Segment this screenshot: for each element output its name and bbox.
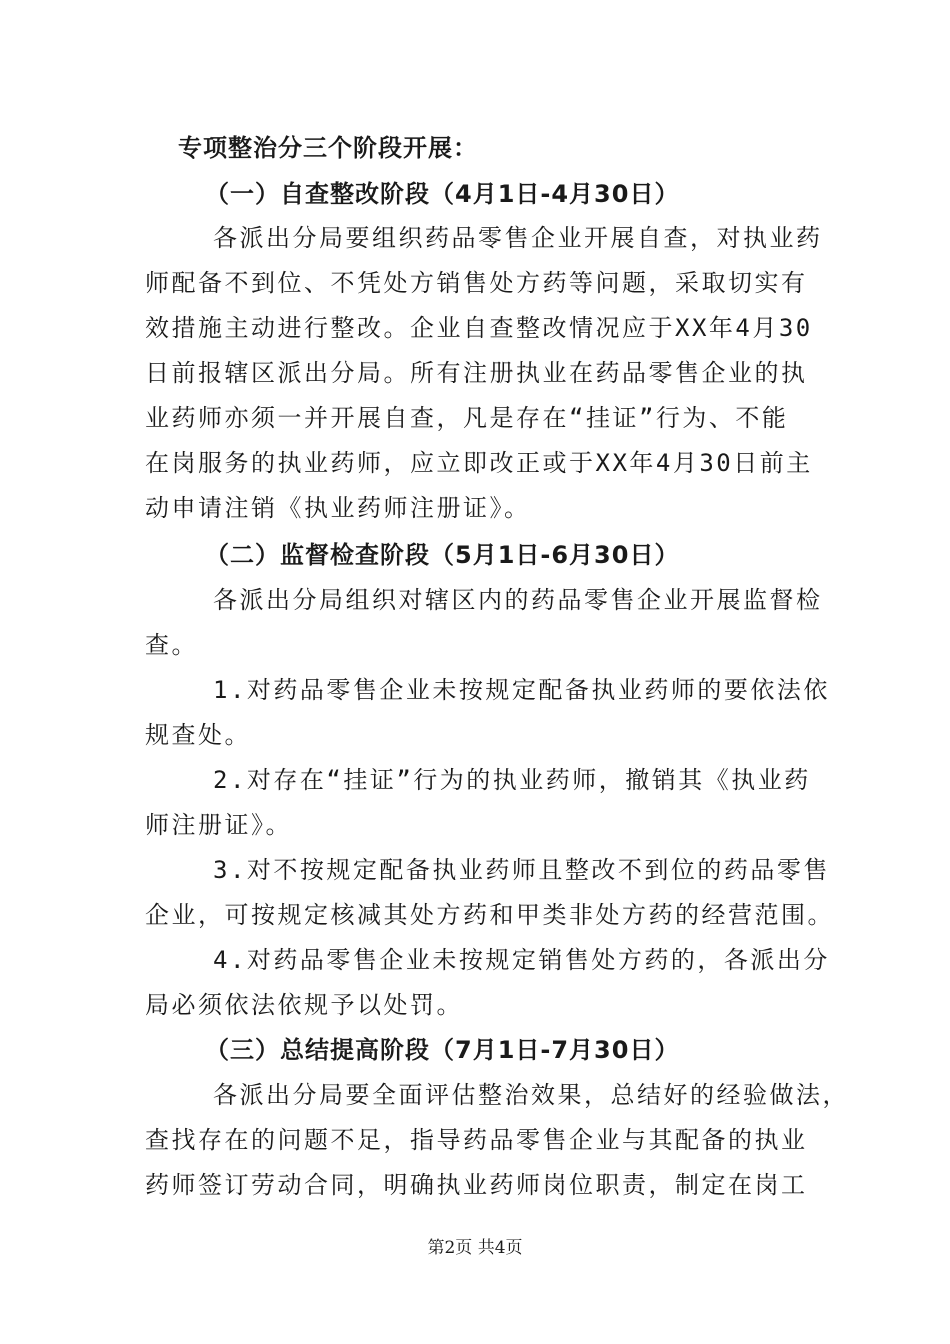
stage2-line: 2.对存在“挂证”行为的执业药师，撤销其《执业药 [213,766,811,794]
stage2-line: 师注册证》。 [145,811,292,839]
stage2-line: 1.对药品零售企业未按规定配备执业药师的要依法依 [213,676,830,704]
intro-heading: 专项整治分三个阶段开展： [178,134,478,162]
stage1-line: 师配备不到位、不凭处方销售处方药等问题，采取切实有 [145,269,808,297]
stage1-line: 日前报辖区派出分局。所有注册执业在药品零售企业的执 [145,359,808,387]
stage1-heading: （一）自查整改阶段（4月1日-4月30日） [205,180,680,208]
stage3-line: 查找存在的问题不足，指导药品零售企业与其配备的执业 [145,1126,808,1154]
stage2-line: 企业，可按规定核减其处方药和甲类非处方药的经营范围。 [145,901,834,929]
stage2-line: 4.对药品零售企业未按规定销售处方药的，各派出分 [213,946,830,974]
stage2-line: 查。 [145,631,198,659]
stage3-line: 各派出分局要全面评估整治效果，总结好的经验做法， [213,1081,849,1109]
stage2-line: 各派出分局组织对辖区内的药品零售企业开展监督检 [213,586,823,614]
stage2-heading: （二）监督检查阶段（5月1日-6月30日） [205,541,680,569]
stage2-line: 规查处。 [145,721,251,749]
stage2-line: 3.对不按规定配备执业药师且整改不到位的药品零售 [213,856,830,884]
stage1-line: 在岗服务的执业药师，应立即改正或于XX年4月30日前主 [145,449,813,477]
page-footer: 第2页 共4页 [427,1238,523,1258]
stage1-line: 动申请注销《执业药师注册证》。 [145,494,531,522]
stage3-line: 药师签订劳动合同，明确执业药师岗位职责，制定在岗工 [145,1171,808,1199]
stage1-line: 业药师亦须一并开展自查，凡是存在“挂证”行为、不能 [145,404,789,432]
stage3-heading: （三）总结提高阶段（7月1日-7月30日） [205,1036,680,1064]
stage2-line: 局必须依法依规予以处罚。 [145,991,463,1019]
stage1-line: 效措施主动进行整改。企业自查整改情况应于XX年4月30 [145,314,813,342]
stage1-line: 各派出分局要组织药品零售企业开展自查，对执业药 [213,224,823,252]
